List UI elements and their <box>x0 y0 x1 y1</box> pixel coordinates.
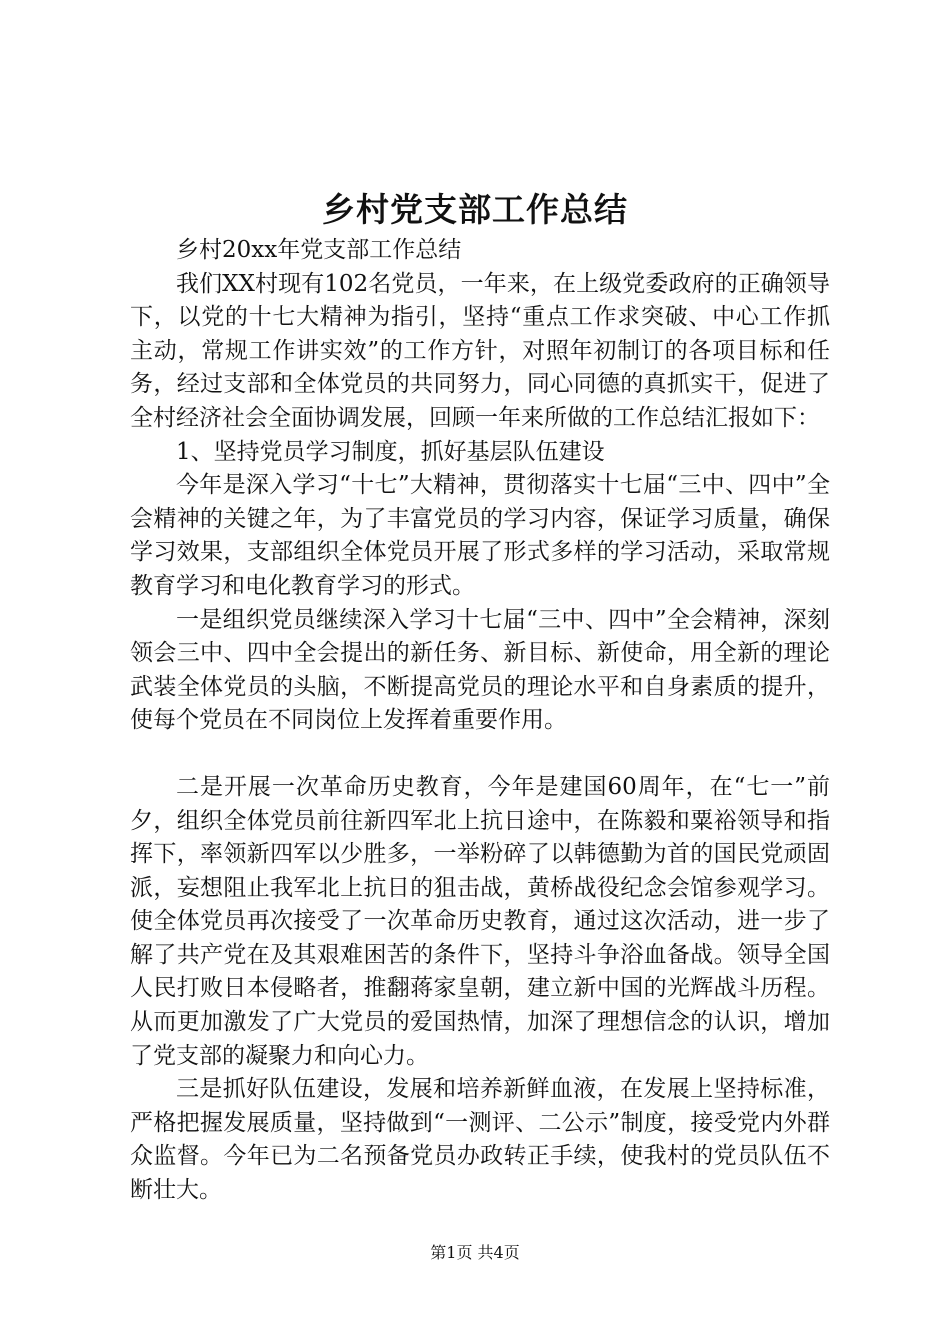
document-body <box>130 234 830 1208</box>
body-paragraph: 三是抓好队伍建设，发展和培养新鲜血液，在发展上坚持标准，严格把握发展质量，坚持做到“一测评、二公示”制度，接受党内外群众监督。今年已为二名预备党员办政转正手续，使我村的党员队伍不断壮大。 <box>130 1076 830 1204</box>
body-paragraph: 一是组织党员继续深入学习十七届“三中、四中”全会精神，深刻领会三中、四中全会提出的新任务、新目标、新使命，用全新的理论武装全体党员的头脑，不断提高党员的理论水平和自身素质的提升，使每个党员在不同岗位上发挥着重要作用。 <box>130 606 830 734</box>
document-title: 乡村党支部工作总结 <box>322 190 628 229</box>
page-number-footer: 第1页 共4页 <box>430 1243 520 1262</box>
subtitle-paragraph: 乡村20xx年党支部工作总结 <box>176 237 462 263</box>
intro-paragraph: 我们XX村现有102名党员，一年来，在上级党委政府的正确领导下，以党的十七大精神为指引，坚持“重点工作求突破、中心工作抓主动，常规工作讲实效”的工作方针，对照年初制订的各项目标和任务，经过支部和全体党员的共同努力，同心同德的真抓实干，促进了全村经济社会全面协调发展，回顾一年来所做的工作总结汇报如下： <box>130 270 830 431</box>
section-heading-1: 1、坚持党员学习制度，抓好基层队伍建设 <box>176 438 605 465</box>
body-paragraph: 今年是深入学习“十七”大精神，贯彻落实十七届“三中、四中”全会精神的关键之年，为了丰富党员的学习内容，保证学习质量，确保学习效果，支部组织全体党员开展了形式多样的学习活动，采取常规教育学习和电化教育学习的形式。 <box>130 472 830 599</box>
body-paragraph: 二是开展一次革命历史教育，今年是建国60周年，在“七一”前夕，组织全体党员前往新四军北上抗日途中，在陈毅和粟裕领导和指挥下，率领新四军以少胜多，一举粉碎了以韩德勤为首的国民党顽固派，妄想阻止我军北上抗日的狙击战，黄桥战役纪念会馆参观学习。使全体党员再次接受了一次革命历史教育，通过这次活动，进一步了解了共产党在及其艰难困苦的条件下，坚持斗争浴血备战。领导全国人民打败日本侵略者，推翻蒋家皇朝，建立新中国的光辉战斗历程。从而更加激发了广大党员的爱国热情，加深了理想信念的认识，增加了党支部的凝聚力和向心力。 <box>130 773 830 1069</box>
